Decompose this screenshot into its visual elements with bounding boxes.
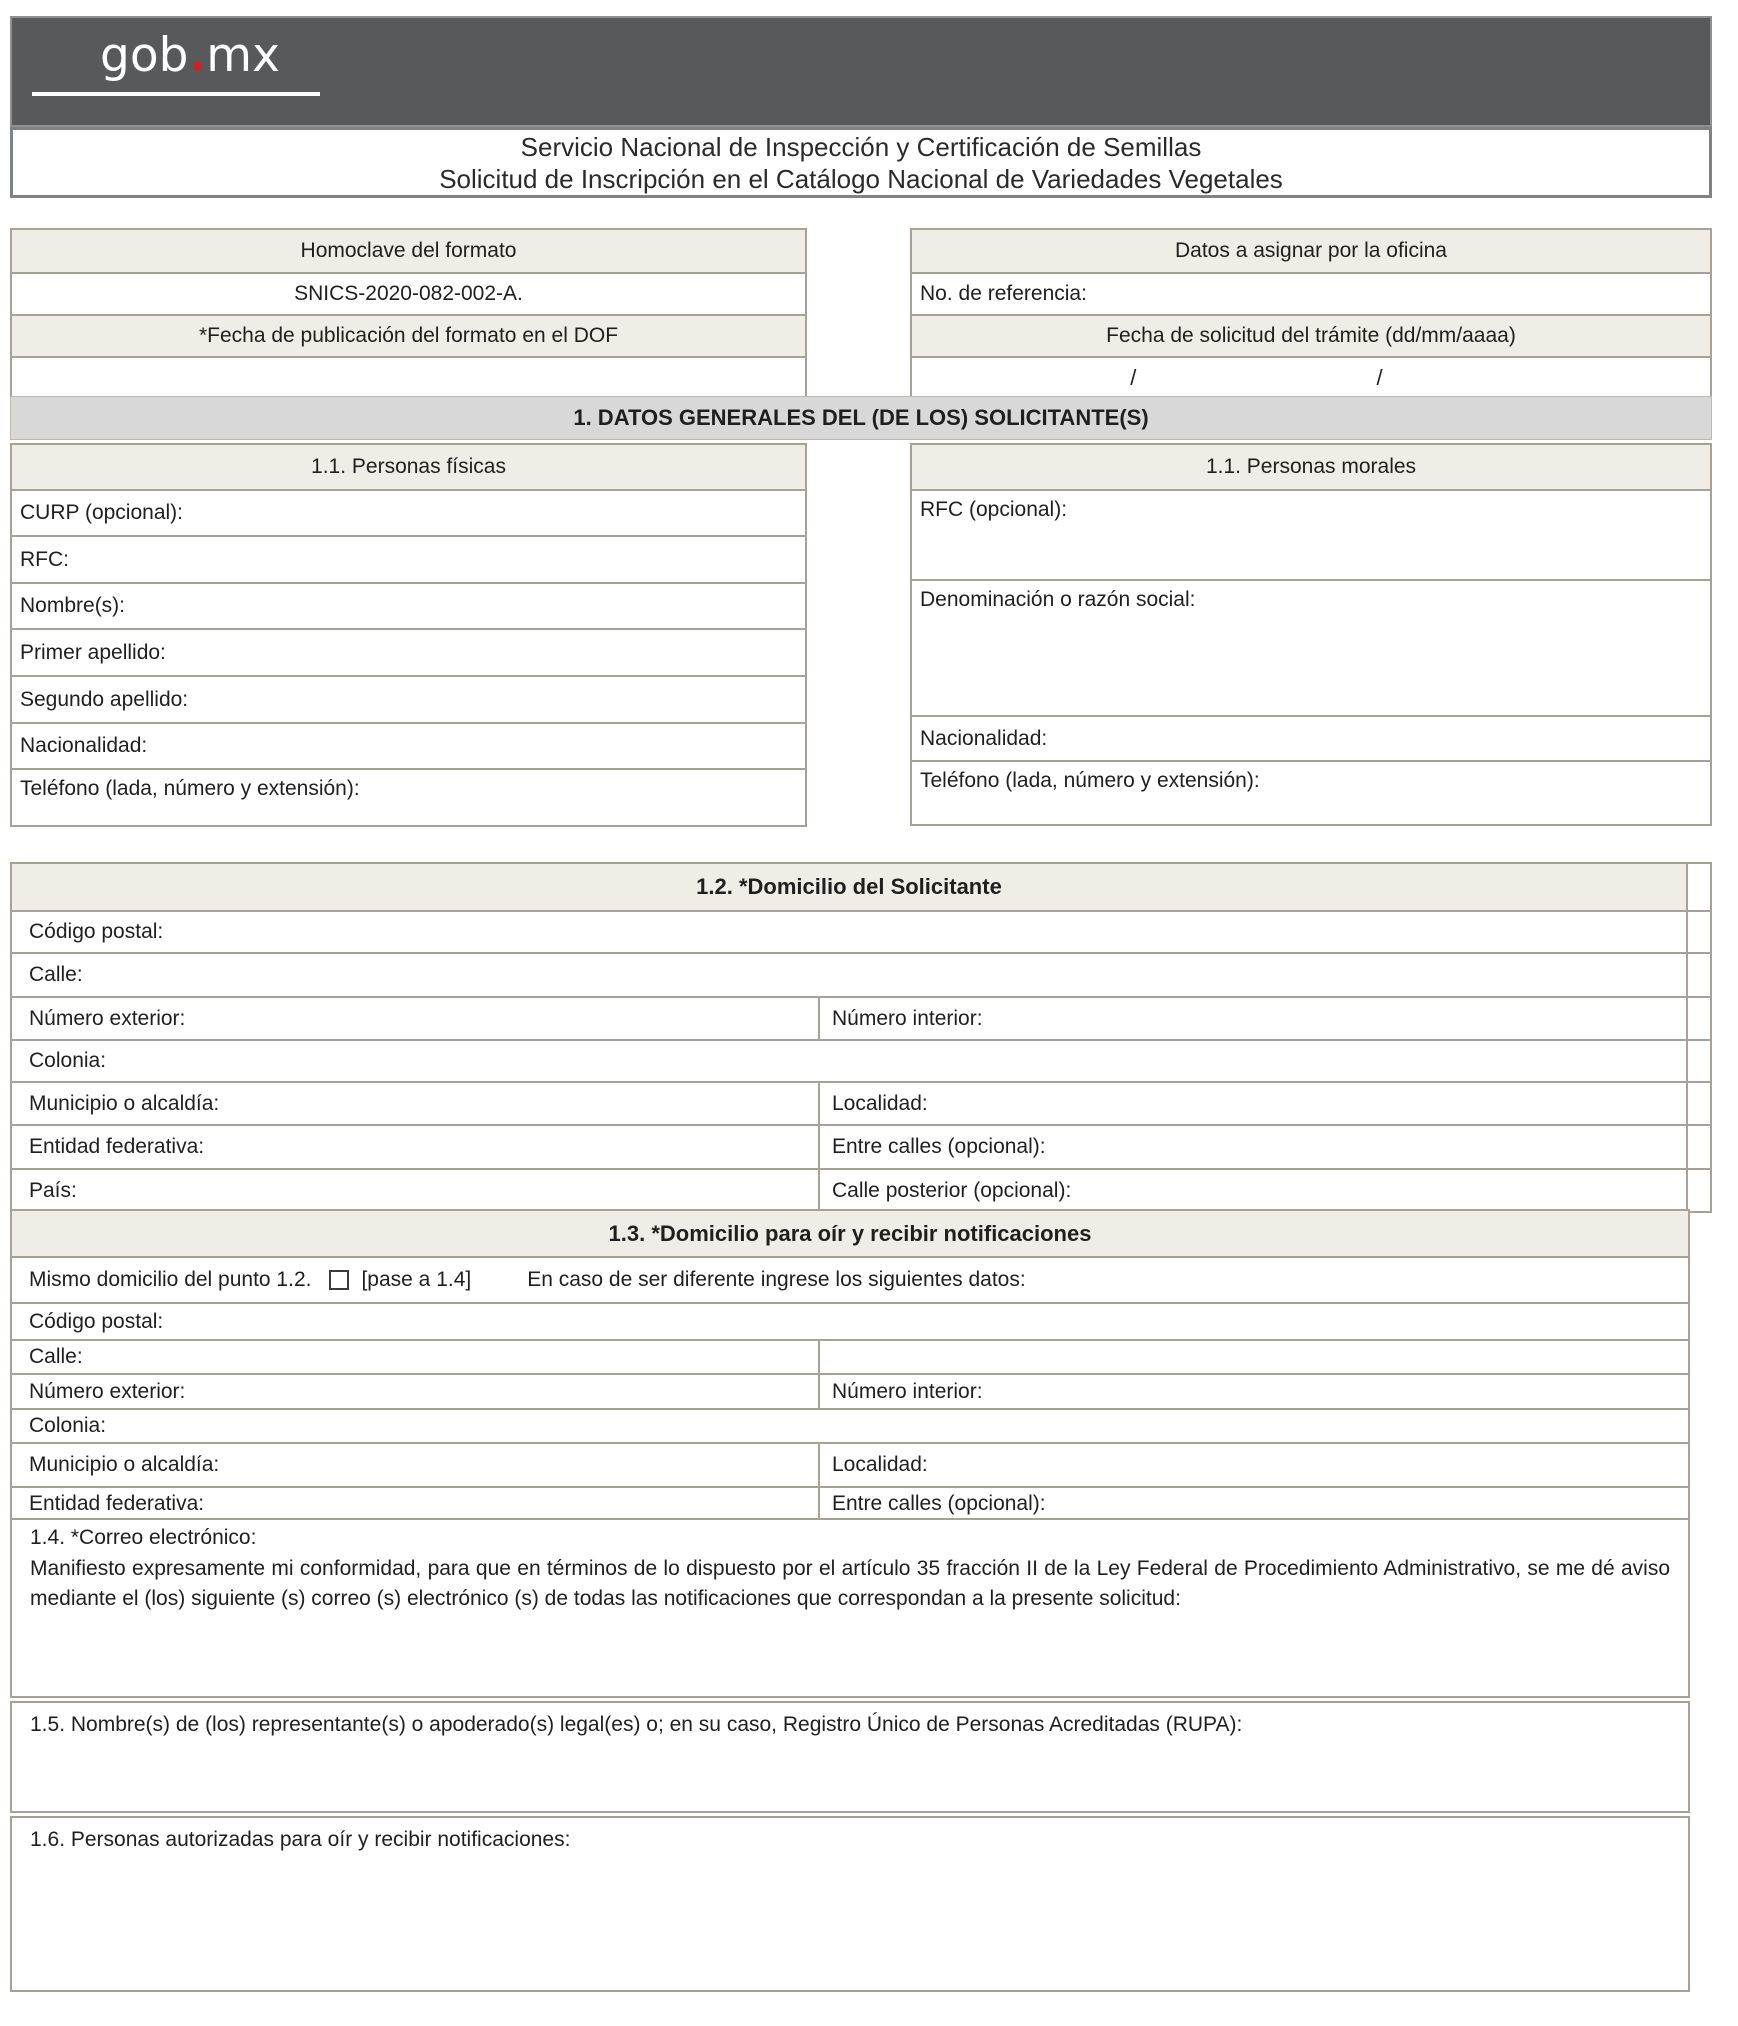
homoclave-table — [10, 228, 807, 400]
s13-calle-label: Calle: — [29, 1345, 83, 1368]
s12-header — [12, 864, 1686, 910]
s12-calle-row — [12, 952, 1710, 996]
row-right-sliver — [1686, 912, 1710, 952]
s13-calle-input[interactable] — [83, 1341, 818, 1373]
reference-row — [912, 272, 1710, 314]
telefono-moral-row — [912, 760, 1710, 824]
s13-codigo-postal-input[interactable] — [163, 1304, 1688, 1339]
curp-row — [12, 489, 805, 535]
s12-entidad-input[interactable] — [204, 1126, 818, 1168]
reference-input[interactable] — [1087, 274, 1710, 314]
s13-calle-row — [12, 1339, 1688, 1373]
s13-entidad-input[interactable] — [204, 1488, 818, 1520]
s12-colonia-row — [12, 1039, 1710, 1081]
mismo-domicilio-label: Mismo domicilio del punto 1.2. — [29, 1268, 312, 1291]
s12-colonia-label: Colonia: — [29, 1049, 107, 1072]
gobmx-logo — [100, 26, 280, 86]
section-1-title: 1. DATOS GENERALES DEL (DE LOS) SOLICITANTE(S) — [573, 405, 1149, 430]
s12-codigo-postal-label: Código postal: — [29, 920, 164, 943]
date-slash-2: / — [1376, 365, 1383, 390]
s12-pais-input[interactable] — [77, 1170, 818, 1211]
correo-electronico-section — [10, 1518, 1690, 1698]
s13-municipio-label: Municipio o alcaldía: — [29, 1453, 220, 1476]
rfc-moral-input[interactable] — [1067, 491, 1710, 579]
nacionalidad-moral-label: Nacionalidad: — [920, 726, 1048, 750]
s12-header-row — [12, 864, 1710, 910]
nacionalidad-fisica-input[interactable] — [147, 724, 805, 768]
s13-municipio-input[interactable] — [219, 1444, 818, 1486]
s12-pais-row — [12, 1168, 1710, 1211]
row-right-sliver — [1686, 998, 1710, 1039]
personas-autorizadas-label: 1.6. Personas autorizadas para oír y recibir notificaciones: — [30, 1828, 571, 1851]
telefono-fisica-label: Teléfono (lada, número y extensión): — [20, 777, 360, 800]
dof-date-label: *Fecha de publicación del formato en el DOF — [198, 324, 619, 347]
nacionalidad-moral-input[interactable] — [1047, 717, 1710, 760]
row-right-sliver — [1686, 1170, 1710, 1211]
telefono-moral-label: Teléfono (lada, número y extensión): — [920, 769, 1260, 792]
s12-numero-interior-input[interactable] — [983, 998, 1686, 1039]
request-date-header — [912, 314, 1710, 356]
s13-codigo-postal-row — [12, 1302, 1688, 1339]
primer-apellido-input[interactable] — [166, 630, 805, 675]
mismo-domicilio-checkbox[interactable] — [329, 1270, 349, 1290]
nombres-input[interactable] — [125, 584, 805, 628]
denominacion-label: Denominación o razón social: — [920, 588, 1196, 611]
correo-electronico-label: 1.4. *Correo electrónico: — [30, 1526, 257, 1549]
s12-colonia-input[interactable] — [106, 1041, 1686, 1081]
s13-calle-secondary-input[interactable] — [820, 1341, 1688, 1373]
s13-localidad-label: Localidad: — [832, 1453, 928, 1476]
s12-numero-interior-label: Número interior: — [832, 1006, 983, 1030]
s13-colonia-input[interactable] — [106, 1410, 1688, 1442]
s13-entre-calles-input[interactable] — [1046, 1488, 1688, 1520]
form-title-line2: Solicitud de Inscripción en el Catálogo Nacional de Variedades Vegetales — [439, 164, 1283, 194]
s12-codigo-postal-row — [12, 910, 1710, 952]
logo-red-dot: . — [188, 28, 207, 83]
homoclave-value: SNICS-2020-082-002-A. — [294, 282, 523, 305]
segundo-apellido-row — [12, 675, 805, 722]
diferente-label: En caso de ser diferente ingrese los siguientes datos: — [527, 1268, 1026, 1291]
s12-numero-exterior-input[interactable] — [185, 998, 818, 1039]
rfc-moral-label: RFC (opcional): — [920, 498, 1068, 521]
s13-numero-interior-input[interactable] — [983, 1375, 1688, 1408]
personas-autorizadas-section — [10, 1816, 1690, 1992]
dof-date-input[interactable] — [12, 358, 805, 398]
s13-entidad-label: Entidad federativa: — [29, 1492, 205, 1515]
telefono-fisica-input[interactable] — [360, 770, 805, 825]
row-right-sliver — [1686, 1126, 1710, 1168]
s13-numero-exterior-input[interactable] — [185, 1375, 818, 1408]
denominacion-row — [912, 579, 1710, 715]
telefono-fisica-row — [12, 768, 805, 825]
s13-codigo-postal-label: Código postal: — [29, 1309, 164, 1333]
s13-entidad-row — [12, 1486, 1688, 1520]
s13-header-label: 1.3. *Domicilio para oír y recibir notificaciones — [608, 1220, 1092, 1246]
office-data-header-label: Datos a asignar por la oficina — [1175, 239, 1447, 262]
personas-fisicas-header-label: 1.1. Personas físicas — [311, 455, 506, 478]
personas-fisicas-header — [12, 445, 805, 489]
homoclave-header-label: Homoclave del formato — [300, 239, 517, 262]
nacionalidad-moral-row — [912, 715, 1710, 760]
personas-morales-table — [910, 443, 1712, 826]
s12-pais-label: País: — [29, 1178, 77, 1202]
s12-municipio-input[interactable] — [219, 1083, 818, 1124]
row-right-sliver — [1686, 1083, 1710, 1124]
logo-gob-text: gob — [100, 28, 189, 83]
row-right-sliver — [1686, 954, 1710, 996]
nombres-row — [12, 582, 805, 628]
s13-mismo-domicilio-row — [12, 1256, 1688, 1302]
section-1-header — [10, 396, 1712, 440]
s13-numero-row — [12, 1373, 1688, 1408]
request-date-day-input[interactable] — [912, 358, 1130, 398]
s13-localidad-input[interactable] — [928, 1444, 1688, 1486]
s12-localidad-input[interactable] — [928, 1083, 1686, 1124]
logo-mx-text: mx — [206, 28, 280, 83]
s13-numero-interior-label: Número interior: — [832, 1379, 983, 1403]
reference-label: No. de referencia: — [920, 282, 1087, 305]
personas-autorizadas-input[interactable] — [30, 1852, 1670, 1990]
s12-entidad-row — [12, 1124, 1710, 1168]
s13-colonia-label: Colonia: — [29, 1414, 107, 1437]
s12-calle-input[interactable] — [83, 954, 1686, 996]
s12-codigo-postal-input[interactable] — [163, 912, 1686, 952]
segundo-apellido-label: Segundo apellido: — [20, 687, 189, 711]
s12-entre-calles-input[interactable] — [1046, 1126, 1686, 1168]
s12-calle-posterior-label: Calle posterior (opcional): — [832, 1178, 1072, 1202]
row-right-sliver — [1686, 1041, 1710, 1081]
s12-municipio-row — [12, 1081, 1710, 1124]
s12-municipio-label: Municipio o alcaldía: — [29, 1091, 220, 1115]
denominacion-input[interactable] — [1195, 581, 1710, 715]
primer-apellido-row — [12, 628, 805, 675]
date-slash-1: / — [1130, 365, 1137, 390]
row-right-sliver — [1686, 864, 1710, 910]
request-date-month-input[interactable] — [1136, 358, 1376, 398]
pase-label: [pase a 1.4] — [361, 1268, 472, 1291]
telefono-moral-input[interactable] — [1260, 762, 1710, 824]
s12-header-label: 1.2. *Domicilio del Solicitante — [696, 874, 1002, 899]
representantes-input[interactable] — [30, 1737, 1670, 1811]
representantes-section — [10, 1701, 1690, 1813]
s13-header — [12, 1211, 1688, 1256]
curp-label: CURP (opcional): — [20, 501, 184, 524]
primer-apellido-label: Primer apellido: — [20, 640, 166, 664]
personas-fisicas-table — [10, 443, 807, 827]
s12-entidad-label: Entidad federativa: — [29, 1135, 205, 1158]
rfc-fisica-row — [12, 535, 805, 582]
logo-underline — [32, 92, 320, 96]
form-title-box — [10, 127, 1712, 198]
nacionalidad-fisica-row — [12, 722, 805, 768]
request-date-label: Fecha de solicitud del trámite (dd/mm/aaaa) — [1106, 324, 1516, 347]
s13-municipio-row — [12, 1442, 1688, 1486]
personas-morales-header — [912, 445, 1710, 489]
correo-electronico-input[interactable] — [30, 1614, 1670, 1696]
representantes-label: 1.5. Nombre(s) de (los) representante(s) o apoderado(s) legal(es) o; en su caso, Registro Único de Personas Acreditadas (RUPA): — [30, 1713, 1243, 1736]
dof-date-header — [12, 314, 805, 356]
s12-entre-calles-label: Entre calles (opcional): — [832, 1135, 1046, 1158]
curp-input[interactable] — [183, 491, 805, 535]
segundo-apellido-input[interactable] — [188, 677, 805, 722]
s13-colonia-row — [12, 1408, 1688, 1442]
homoclave-header — [12, 230, 805, 272]
personas-morales-header-label: 1.1. Personas morales — [1205, 455, 1417, 478]
nacionalidad-fisica-label: Nacionalidad: — [20, 734, 148, 757]
rfc-fisica-label: RFC: — [20, 547, 69, 571]
s12-calle-label: Calle: — [29, 963, 83, 986]
rfc-fisica-input[interactable] — [69, 537, 805, 582]
s12-localidad-label: Localidad: — [832, 1091, 928, 1115]
request-date-row — [912, 356, 1710, 398]
office-data-table — [910, 228, 1712, 400]
dof-date-row — [12, 356, 805, 398]
correo-consent-paragraph: Manifiesto expresamente mi conformidad, para que en términos de lo dispuesto por el artículo 35 fracción II de la Ley Federal de Procedimiento Administrativo, se me dé aviso mediante el (los) siguiente (s) correo (s) electrónico (s) de todas las notificaciones que correspondan a la presente solicitud: — [30, 1557, 1670, 1610]
domicilio-notificaciones-table — [10, 1209, 1690, 1522]
s12-numero-exterior-label: Número exterior: — [29, 1006, 186, 1030]
domicilio-solicitante-table — [10, 862, 1712, 1213]
homoclave-value-row — [12, 272, 805, 314]
nombres-label: Nombre(s): — [20, 594, 126, 617]
rfc-moral-row — [912, 489, 1710, 579]
s13-numero-exterior-label: Número exterior: — [29, 1379, 186, 1403]
office-data-header — [912, 230, 1710, 272]
s13-entre-calles-label: Entre calles (opcional): — [832, 1492, 1046, 1515]
s12-calle-posterior-input[interactable] — [1071, 1170, 1686, 1211]
request-date-year-input[interactable] — [1383, 358, 1710, 398]
s12-numero-row — [12, 996, 1710, 1039]
form-title-line1: Servicio Nacional de Inspección y Certificación de Semillas — [520, 132, 1202, 162]
gobmx-header-bar — [10, 16, 1712, 127]
